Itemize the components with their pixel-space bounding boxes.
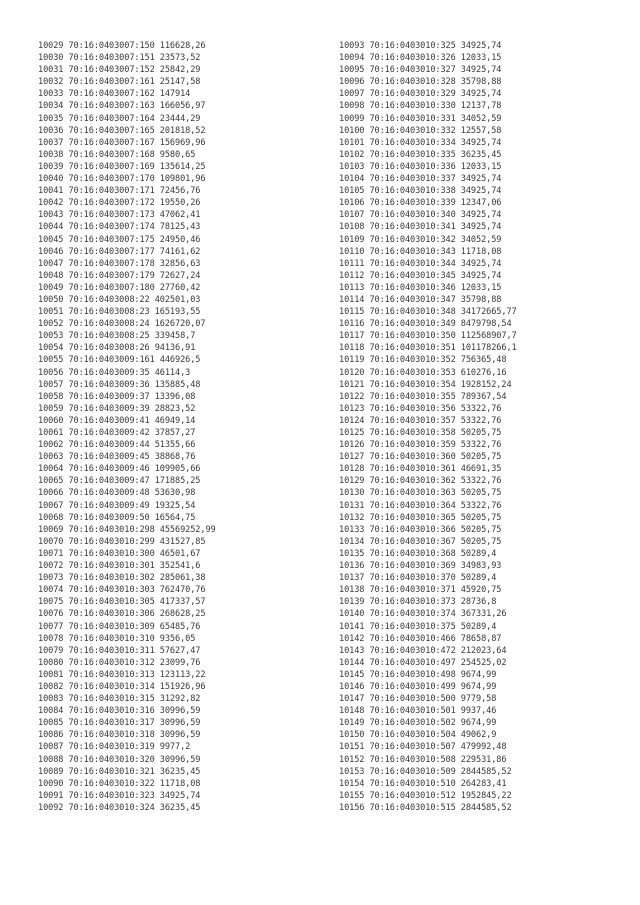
right-column: [339, 40, 629, 814]
record-line: 10083 70:16:0403010:315 31292,82: [38, 694, 201, 705]
record-line: 10040 70:16:0403007:170 109801,96: [38, 174, 206, 185]
record-line: 10067 70:16:0403009:49 19325,54: [38, 500, 196, 511]
record-line: 10061 70:16:0403009:42 37857,27: [38, 428, 196, 438]
record-line: 10155 70:16:0403010:512 1952845,22: [339, 790, 512, 801]
record-line: 10071 70:16:0403010:300 46501,67: [38, 548, 201, 559]
record-line: 10036 70:16:0403007:165 201818,52: [38, 125, 206, 136]
record-line: 10154 70:16:0403010:510 264283,41: [339, 778, 507, 789]
record-line: 10119 70:16:0403010:352 756365,48: [339, 355, 507, 366]
record-line: 10084 70:16:0403010:316 30996,59: [38, 706, 201, 717]
record-line: 10125 70:16:0403010:358 50205,75: [339, 428, 502, 438]
record-line: 10078 70:16:0403010:310 9356,05: [38, 633, 196, 644]
record-line: 10057 70:16:0403009:36 135885,48: [38, 379, 201, 390]
record-line: 10033 70:16:0403007:162 147914: [38, 89, 191, 100]
record-line: 10037 70:16:0403007:167 156969,96: [38, 137, 206, 148]
record-line: 10133 70:16:0403010:366 50205,75: [339, 524, 502, 535]
record-line: 10089 70:16:0403010:321 36235,45: [38, 766, 201, 777]
record-line: 10094 70:16:0403010:326 12033,15: [339, 53, 502, 64]
record-line: 10103 70:16:0403010:336 12033,15: [339, 161, 502, 172]
record-line: 10043 70:16:0403007:173 47062,41: [38, 210, 201, 221]
record-line: 10055 70:16:0403009:161 446926,5: [38, 355, 201, 366]
record-line: 10093 70:16:0403010:325 34925,74: [339, 41, 502, 51]
record-line: 10068 70:16:0403009:50 16564,75: [38, 512, 196, 523]
record-line: 10132 70:16:0403010:365 50205,75: [339, 512, 502, 523]
record-line: 10041 70:16:0403007:171 72456,76: [38, 186, 201, 197]
record-line: 10115 70:16:0403010:348 34172665,77: [339, 307, 517, 318]
record-line: 10153 70:16:0403010:509 2844585,52: [339, 766, 512, 777]
record-line: 10139 70:16:0403010:373 28736,8: [339, 597, 497, 608]
record-line: 10074 70:16:0403010:303 762470,76: [38, 585, 206, 596]
record-line: 10081 70:16:0403010:313 123113,22: [38, 669, 206, 680]
record-line: 10106 70:16:0403010:339 12347,06: [339, 198, 502, 209]
record-line: 10034 70:16:0403007:163 166056,97: [38, 101, 206, 112]
record-line: 10069 70:16:0403010:298 45569252,99: [38, 524, 216, 535]
record-line: 10058 70:16:0403009:37 13396,08: [38, 391, 196, 402]
record-line: 10112 70:16:0403010:345 34925,74: [339, 270, 502, 281]
left-column: [38, 40, 328, 814]
record-line: 10122 70:16:0403010:355 789367,54: [339, 391, 507, 402]
record-line: 10060 70:16:0403009:41 46949,14: [38, 415, 196, 426]
record-line: 10111 70:16:0403010:344 34925,74: [339, 258, 502, 269]
record-line: 10052 70:16:0403008:24 1626720,07: [38, 319, 206, 330]
record-line: 10131 70:16:0403010:364 53322,76: [339, 500, 502, 511]
record-line: 10075 70:16:0403010:305 417337,57: [38, 597, 206, 608]
record-line: 10095 70:16:0403010:327 34925,74: [339, 65, 502, 76]
record-line: 10045 70:16:0403007:175 24950,46: [38, 234, 201, 245]
record-line: 10146 70:16:0403010:499 9674,99: [339, 681, 497, 692]
record-line: 10090 70:16:0403010:322 11718,08: [38, 778, 201, 789]
record-line: 10104 70:16:0403010:337 34925,74: [339, 174, 502, 185]
record-line: 10149 70:16:0403010:502 9674,99: [339, 718, 497, 729]
record-line: 10134 70:16:0403010:367 50205,75: [339, 536, 502, 547]
record-line: 10109 70:16:0403010:342 34052,59: [339, 234, 502, 245]
record-line: 10135 70:16:0403010:368 50289,4: [339, 548, 497, 559]
record-line: 10116 70:16:0403010:349 8479798,54: [339, 319, 512, 330]
record-line: 10136 70:16:0403010:369 34983,93: [339, 561, 502, 572]
record-line: 10076 70:16:0403010:306 268628,25: [38, 609, 206, 620]
record-line: 10099 70:16:0403010:331 34052,59: [339, 113, 502, 124]
record-line: 10042 70:16:0403007:172 19550,26: [38, 198, 201, 209]
record-line: 10143 70:16:0403010:472 212023,64: [339, 645, 507, 656]
record-line: 10107 70:16:0403010:340 34925,74: [339, 210, 502, 221]
record-line: 10114 70:16:0403010:347 35798,88: [339, 294, 502, 305]
record-line: 10044 70:16:0403007:174 78125,43: [38, 222, 201, 233]
record-line: 10151 70:16:0403010:507 479992,48: [339, 742, 507, 753]
record-line: 10128 70:16:0403010:361 46691,35: [339, 464, 502, 475]
record-line: 10073 70:16:0403010:302 285061,38: [38, 573, 206, 584]
record-line: 10148 70:16:0403010:501 9937,46: [339, 706, 497, 717]
record-line: 10049 70:16:0403007:180 27760,42: [38, 282, 201, 293]
record-line: 10126 70:16:0403010:359 53322,76: [339, 440, 502, 451]
record-line: 10035 70:16:0403007:164 23444,29: [38, 113, 201, 124]
record-line: 10039 70:16:0403007:169 135614,25: [38, 161, 206, 172]
record-line: 10140 70:16:0403010:374 367331,26: [339, 609, 507, 620]
record-line: 10051 70:16:0403008:23 165193,55: [38, 307, 201, 318]
record-line: 10142 70:16:0403010:466 78658,87: [339, 633, 502, 644]
record-line: 10038 70:16:0403007:168 9580,65: [38, 149, 196, 160]
record-line: 10032 70:16:0403007:161 25147,58: [38, 77, 201, 88]
record-line: 10070 70:16:0403010:299 431527,85: [38, 536, 206, 547]
record-line: 10120 70:16:0403010:353 610276,16: [339, 367, 507, 378]
record-line: 10102 70:16:0403010:335 36235,45: [339, 149, 502, 160]
record-line: 10150 70:16:0403010:504 49062,9: [339, 730, 497, 741]
record-line: 10110 70:16:0403010:343 11718,08: [339, 246, 502, 257]
record-line: 10031 70:16:0403007:152 25842,29: [38, 65, 201, 76]
record-line: 10097 70:16:0403010:329 34925,74: [339, 89, 502, 100]
record-line: 10029 70:16:0403007:150 116628,26: [38, 41, 206, 51]
record-line: 10087 70:16:0403010:319 9977,2: [38, 742, 191, 753]
record-line: 10113 70:16:0403010:346 12033,15: [339, 282, 502, 293]
record-line: 10064 70:16:0403009:46 109905,66: [38, 464, 201, 475]
record-line: 10100 70:16:0403010:332 12557,58: [339, 125, 502, 136]
record-line: 10088 70:16:0403010:320 30996,59: [38, 754, 201, 765]
record-line: 10118 70:16:0403010:351 101178266,1: [339, 343, 517, 354]
record-line: 10124 70:16:0403010:357 53322,76: [339, 415, 502, 426]
record-line: 10127 70:16:0403010:360 50205,75: [339, 452, 502, 463]
record-line: 10156 70:16:0403010:515 2844585,52: [339, 802, 512, 813]
record-line: 10072 70:16:0403010:301 352541,6: [38, 561, 201, 572]
record-line: 10129 70:16:0403010:362 53322,76: [339, 476, 502, 487]
record-line: 10130 70:16:0403010:363 50205,75: [339, 488, 502, 499]
record-line: 10105 70:16:0403010:338 34925,74: [339, 186, 502, 197]
record-line: 10054 70:16:0403008:26 94136,91: [38, 343, 196, 354]
record-line: 10144 70:16:0403010:497 254525,02: [339, 657, 507, 668]
record-line: 10056 70:16:0403009:35 46114,3: [38, 367, 191, 378]
record-line: 10096 70:16:0403010:328 35798,88: [339, 77, 502, 88]
record-line: 10053 70:16:0403008:25 339458,7: [38, 331, 196, 342]
record-line: 10050 70:16:0403008:22 402501,03: [38, 294, 201, 305]
record-line: 10082 70:16:0403010:314 151926,96: [38, 681, 206, 692]
record-line: 10065 70:16:0403009:47 171885,25: [38, 476, 201, 487]
record-line: 10091 70:16:0403010:323 34925,74: [38, 790, 201, 801]
record-line: 10046 70:16:0403007:177 74161,62: [38, 246, 201, 257]
record-line: 10147 70:16:0403010:500 9779,58: [339, 694, 497, 705]
record-line: 10030 70:16:0403007:151 23573,52: [38, 53, 201, 64]
record-line: 10123 70:16:0403010:356 53322,76: [339, 403, 502, 414]
record-line: 10066 70:16:0403009:48 53630,98: [38, 488, 196, 499]
record-line: 10098 70:16:0403010:330 12137,78: [339, 101, 502, 112]
record-line: 10047 70:16:0403007:178 32856,63: [38, 258, 201, 269]
record-line: 10086 70:16:0403010:318 30996,59: [38, 730, 201, 741]
record-line: 10137 70:16:0403010:370 50289,4: [339, 573, 497, 584]
record-line: 10138 70:16:0403010:371 45920,75: [339, 585, 502, 596]
record-line: 10145 70:16:0403010:498 9674,99: [339, 669, 497, 680]
record-line: 10063 70:16:0403009:45 38868,76: [38, 452, 196, 463]
record-line: 10062 70:16:0403009:44 51355,66: [38, 440, 196, 451]
record-line: 10080 70:16:0403010:312 23099,76: [38, 657, 201, 668]
record-line: 10108 70:16:0403010:341 34925,74: [339, 222, 502, 233]
record-line: 10059 70:16:0403009:39 28823,52: [38, 403, 196, 414]
record-line: 10121 70:16:0403010:354 1928152,24: [339, 379, 512, 390]
record-line: 10092 70:16:0403010:324 36235,45: [38, 802, 201, 813]
record-line: 10079 70:16:0403010:311 57627,47: [38, 645, 201, 656]
record-line: 10152 70:16:0403010:508 229531,86: [339, 754, 507, 765]
record-line: 10077 70:16:0403010:309 65485,76: [38, 621, 201, 632]
record-line: 10048 70:16:0403007:179 72627,24: [38, 270, 201, 281]
record-line: 10101 70:16:0403010:334 34925,74: [339, 137, 502, 148]
record-line: 10117 70:16:0403010:350 112568907,7: [339, 331, 517, 342]
record-line: 10085 70:16:0403010:317 30996,59: [38, 718, 201, 729]
record-line: 10141 70:16:0403010:375 50289,4: [339, 621, 497, 632]
